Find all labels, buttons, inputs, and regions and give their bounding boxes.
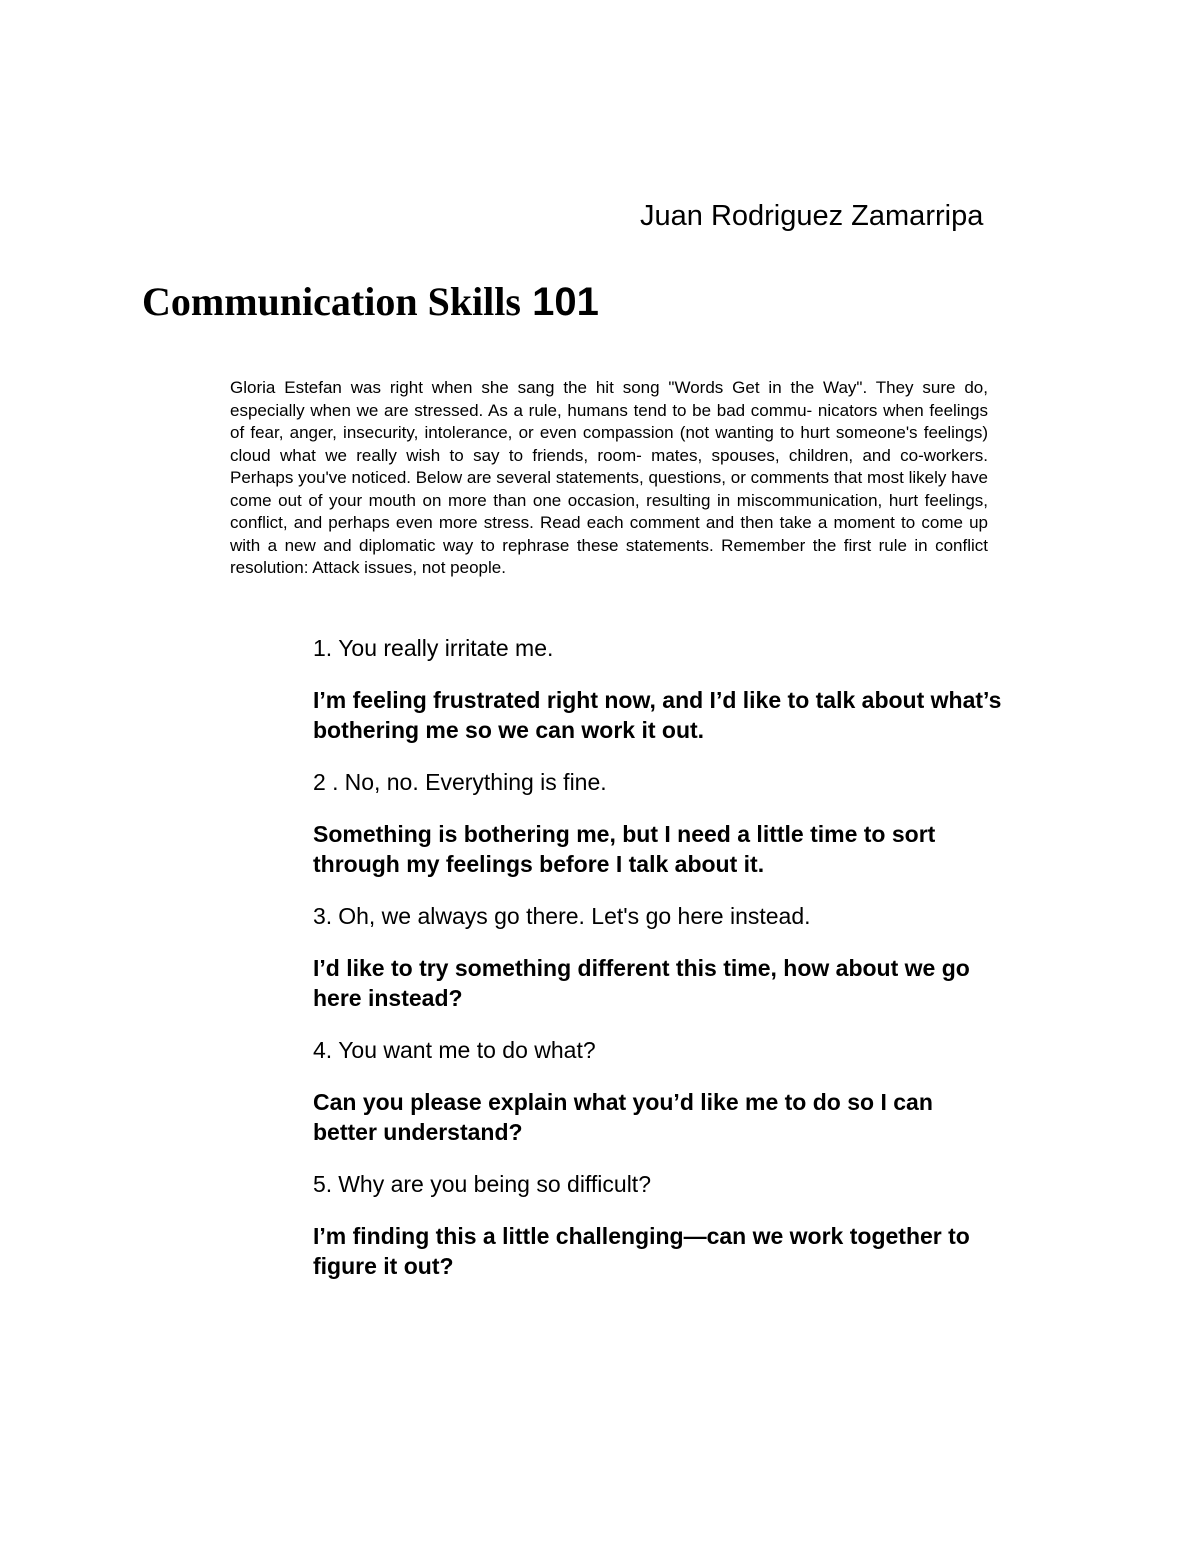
question-text: You really irritate me.	[338, 635, 554, 661]
question-text: No, no. Everything is fine.	[344, 769, 607, 795]
qa-item-1	[313, 633, 1003, 745]
question-1	[313, 633, 1003, 663]
question-number: 4.	[313, 1037, 333, 1063]
question-text: Why are you being so difficult?	[338, 1171, 651, 1197]
author-name: Juan Rodriguez Zamarripa	[640, 200, 984, 232]
qa-item-4	[313, 1035, 1003, 1147]
answer-3: I’d like to try something different this time, how about we go here instead?	[313, 955, 970, 1011]
question-number: 1.	[313, 635, 333, 661]
qa-list	[313, 633, 1003, 1303]
answer-5: I’m finding this a little challenging—can we work together to figure it out?	[313, 1223, 970, 1279]
question-number: 5.	[313, 1171, 333, 1197]
question-text: You want me to do what?	[338, 1037, 596, 1063]
question-4	[313, 1035, 1003, 1065]
answer-4: Can you please explain what you’d like me to do so I can better understand?	[313, 1089, 933, 1145]
document-title	[142, 278, 599, 325]
title-text: Communication Skills	[142, 279, 521, 324]
question-3	[313, 901, 1003, 931]
intro-paragraph: Gloria Estefan was right when she sang the hit song "Words Get in the Way". They sure do, especially when we are stressed. As a rule, humans tend to be bad commu- nicators when feelings of fear, anger, insecurity, intolerance, or even compassion (not wanting to hurt someone's feelings) cloud what we really wish to say to friends, room- mates, spouses, children, and co-workers. Perhaps you've noticed. Below are several statements, questions, or comments that most likely have come out of your mouth on more than one occasion, resulting in miscommunication, hurt feelings, conflict, and perhaps even more stress. Read each comment and then take a moment to come up with a new and diplomatic way to rephrase these statements. Remember the first rule in conflict resolution: Attack issues, not people.	[230, 378, 988, 577]
title-number: 101	[532, 280, 599, 324]
answer-2: Something is bothering me, but I need a little time to sort through my feelings before I talk about it.	[313, 821, 936, 877]
qa-item-5	[313, 1169, 1003, 1281]
question-text: Oh, we always go there. Let's go here instead.	[338, 903, 811, 929]
answer-1: I’m feeling frustrated right now, and I’d like to talk about what’s bothering me so we can work it out.	[313, 687, 1002, 743]
question-number: 3.	[313, 903, 333, 929]
question-number: 2 .	[313, 769, 339, 795]
question-2	[313, 767, 1003, 797]
qa-item-2	[313, 767, 1003, 879]
question-5	[313, 1169, 1003, 1199]
qa-item-3	[313, 901, 1003, 1013]
